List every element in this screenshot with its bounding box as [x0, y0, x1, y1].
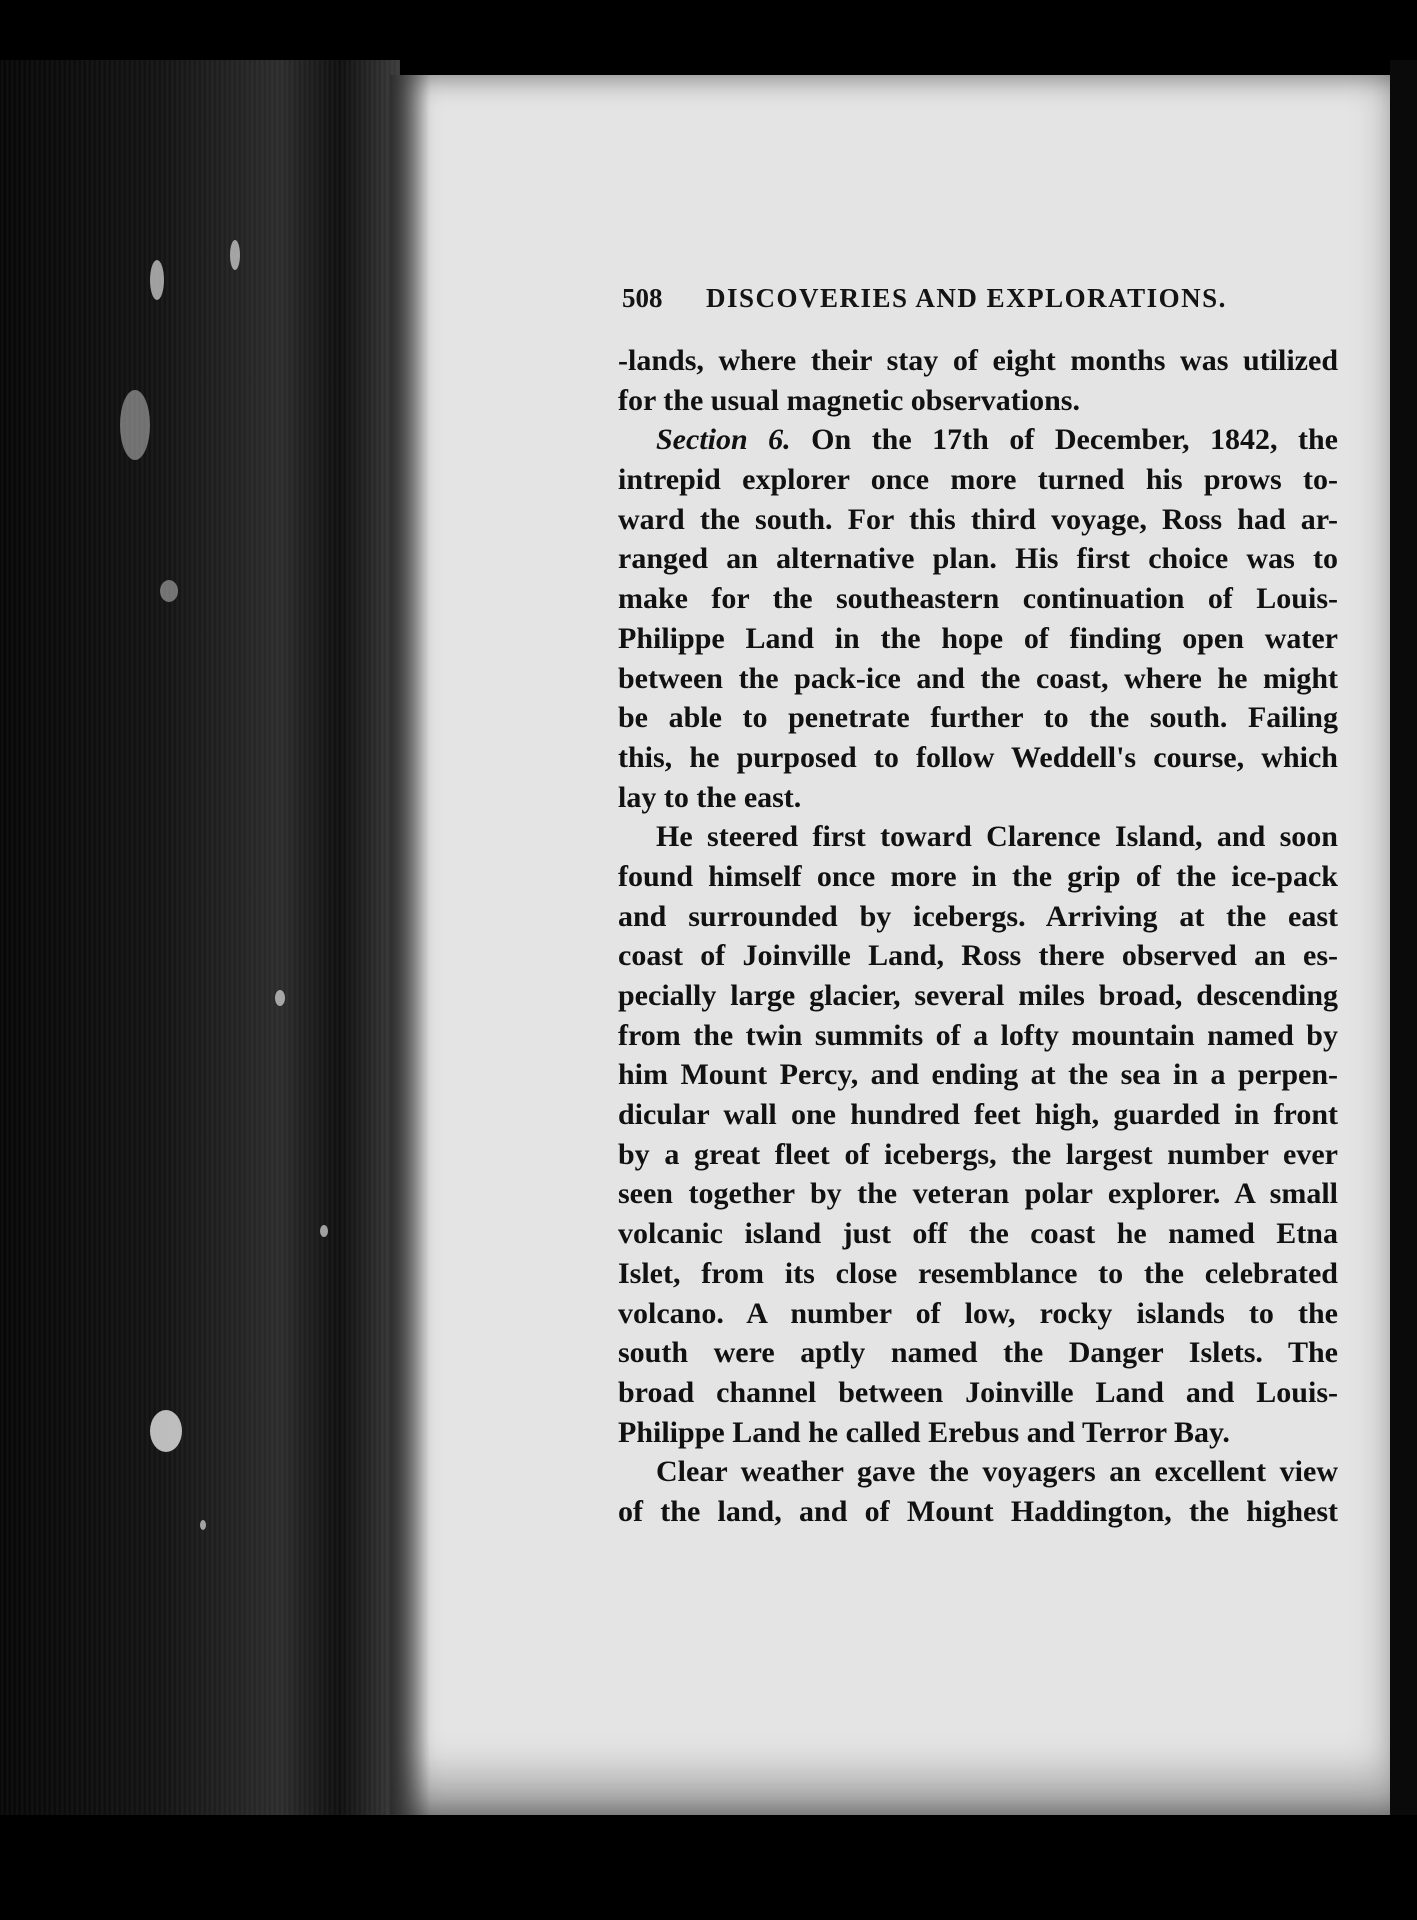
text-line: Philippe Land he called Erebus and Terror Bay. — [618, 1415, 1230, 1449]
binding-speck — [230, 240, 240, 270]
text-line: Clear weather gave the voyagers an excellent view — [656, 1455, 1338, 1489]
text-line: be able to penetrate further to the south. Failing — [618, 701, 1338, 735]
text-line: for the usual magnetic observations. — [618, 383, 1080, 417]
page-header — [622, 283, 1342, 314]
text-line: this, he purposed to follow Weddell's course, which — [618, 740, 1338, 774]
text-line: Philippe Land in the hope of finding open water — [618, 621, 1338, 655]
text-line: dicular wall one hundred feet high, guarded in front — [618, 1098, 1338, 1132]
text-line: make for the southeastern continuation of Louis- — [618, 582, 1338, 616]
binding-speck — [160, 580, 178, 602]
book-binding — [0, 60, 400, 1820]
text-line: seen together by the veteran polar explorer. A small — [618, 1177, 1338, 1211]
text-line-rest: On the 17th of December, 1842, the — [811, 423, 1338, 457]
text-line — [618, 420, 1338, 460]
text-line: coast of Joinville Land, Ross there observed an es- — [618, 939, 1338, 973]
text-line: between the pack-ice and the coast, where he might — [618, 661, 1338, 695]
text-line: lay to the east. — [618, 780, 802, 814]
text-line: ward the south. For this third voyage, Ross had ar- — [618, 502, 1338, 536]
text-line: Islet, from its close resemblance to the celebrated — [618, 1256, 1338, 1290]
text-line: He steered first toward Clarence Island, and soon — [656, 820, 1338, 854]
text-line: him Mount Percy, and ending at the sea in a perpen- — [618, 1058, 1338, 1092]
binding-speck — [120, 390, 150, 460]
text-line: and surrounded by icebergs. Arriving at the east — [618, 899, 1338, 933]
page-gutter-shadow — [390, 75, 430, 1815]
text-line: pecially large glacier, several miles broad, descending — [618, 979, 1338, 1012]
section-label: Section 6. — [656, 423, 791, 457]
running-head: DISCOVERIES AND EXPLORATIONS. — [706, 283, 1227, 313]
text-line: from the twin summits of a lofty mountain named by — [618, 1018, 1338, 1052]
bottom-scan-edge — [0, 1815, 1417, 1920]
text-line: by a great fleet of icebergs, the largest number ever — [618, 1137, 1338, 1171]
text-line: broad channel between Joinville Land and Louis- — [618, 1375, 1338, 1409]
right-scan-edge — [1390, 60, 1417, 1820]
text-line: found himself once more in the grip of the ice-pack — [618, 859, 1338, 893]
text-line: of the land, and of Mount Haddington, the highest — [618, 1494, 1338, 1528]
text-line: -lands, where their stay of eight months was utilized — [618, 344, 1338, 377]
binding-speck — [150, 1410, 182, 1452]
body-text — [618, 341, 1338, 1532]
binding-speck — [200, 1520, 206, 1530]
page-number: 508 — [622, 283, 663, 313]
binding-speck — [150, 260, 164, 300]
text-line: intrepid explorer once more turned his prows to- — [618, 463, 1338, 497]
binding-speck — [275, 990, 285, 1006]
text-line: ranged an alternative plan. His first choice was to — [618, 542, 1338, 576]
text-line: volcanic island just off the coast he named Etna — [618, 1217, 1338, 1251]
text-line: south were aptly named the Danger Islets. The — [618, 1336, 1338, 1370]
text-line: volcano. A number of low, rocky islands to the — [618, 1296, 1338, 1330]
binding-speck — [320, 1225, 328, 1237]
